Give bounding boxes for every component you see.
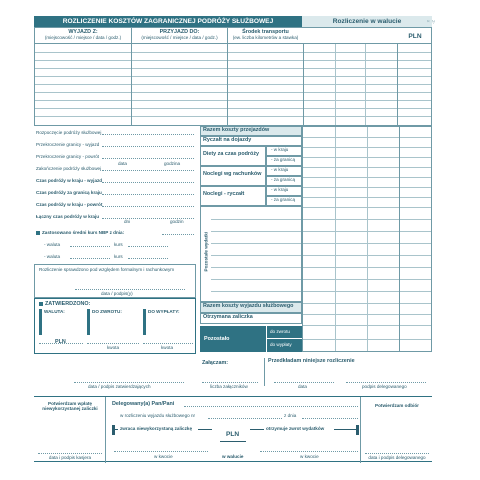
remaining-label: Pozostało	[200, 326, 266, 352]
checked-label: Rozliczenie sprawdzono pod względem formalnym i rachunkowym	[39, 267, 175, 272]
border-back-label: Przekroczenie granicy - powrót	[36, 154, 100, 159]
days-hint: dni	[124, 219, 131, 224]
approved-label: ZATWIERDZONO:	[39, 301, 90, 307]
delegate-signature-hint: podpis delegowanego	[362, 384, 407, 389]
amount-hint-1: kwota	[107, 345, 120, 350]
in-currency-hint: w walucie	[222, 454, 244, 459]
submit-date-hint: data	[298, 384, 307, 389]
received-refund-label: otrzymuje zwrot wydatków	[266, 426, 325, 431]
approver-signature-hint: data / podpis zatwierdzających	[88, 384, 151, 389]
hours-hint: godzin	[170, 219, 184, 224]
approved-pln: PLN	[55, 339, 66, 345]
approved-return-label: DO ZWROTU:	[92, 309, 122, 314]
diet-label: Diety za czas podróży	[200, 146, 266, 166]
delegate-sign-hint: data i podpis delegowanego	[368, 455, 426, 460]
delegate-label: Delegowany(a) Pan/Pani	[112, 401, 175, 407]
border-out-label: Przekroczenie granicy - wyjazd	[36, 142, 100, 147]
arrival-header: PRZYJAZD DO: (miejscowość / miejsce / data / godz.)	[131, 28, 227, 44]
form-title: ROZLICZENIE KOSZTÓW ZAGRANICZNEJ PODRÓŻY SŁUŻBOWEJ	[34, 16, 302, 27]
receipt-section	[34, 396, 432, 462]
commute-lump-label: Ryczałt na dojazdy	[200, 136, 302, 146]
remaining-payout: do wypłaty	[267, 339, 302, 352]
lump-in-country: - w kraju	[266, 186, 302, 196]
approved-box	[34, 298, 196, 354]
date-hint: data	[118, 161, 127, 166]
lodging-in-country: - w kraju	[266, 166, 302, 176]
confirm-receipt-cell	[360, 397, 432, 463]
currency-row-2: - waluta	[44, 254, 61, 259]
approved-currency-label: WALUTA:	[44, 309, 65, 314]
pln-header: PLN	[408, 33, 422, 40]
journey-table[interactable]	[34, 44, 432, 126]
attachments-label: Załączam:	[202, 360, 229, 366]
side-code: 2-x	[425, 20, 436, 25]
costs-table	[200, 126, 432, 358]
remaining-return: do zwrotu	[267, 326, 302, 338]
confirm-payment-cell	[34, 397, 106, 463]
checked-signature-hint: data / podpis(y)	[101, 291, 133, 296]
hour-hint: godzina	[164, 161, 181, 166]
travel-total-label: Razem koszty przejazdów	[200, 126, 302, 136]
column-headers	[34, 27, 432, 44]
returned-advance-label: zwraca niewykorzystaną zaliczkę	[120, 426, 193, 431]
attachments-block	[200, 360, 432, 390]
start-label: Rozpoczęcie podróży służbowej	[36, 130, 102, 135]
trip-times-block	[34, 130, 198, 250]
confirm-receipt-label: Potwierdzam odbiór	[375, 403, 419, 408]
diet-abroad: - za granicą	[266, 156, 302, 166]
time-home-back-label: Czas podróży w kraju - powrót	[36, 202, 103, 207]
departure-header: WYJAZD Z: (miejscowość / miejsce / data / godz.)	[44, 29, 122, 41]
trip-total-label: Razem koszty wyjazdu służbowego	[200, 302, 302, 313]
time-abroad-label: Czas podróży za granicą kraju	[36, 190, 102, 195]
rate-label-2: kurs	[114, 254, 123, 259]
time-home-out-label: Czas podróży w kraju - wyjazd	[36, 178, 103, 183]
other-expenses-cell	[200, 206, 302, 302]
lump-abroad: - za granicą	[266, 196, 302, 206]
bottom-pln: PLN	[226, 431, 240, 438]
lodging-lump-label: Noclegi - ryczałt	[200, 186, 266, 206]
attachments-count-hint: liczba załączników	[210, 384, 248, 389]
cashier-signature-hint: data i podpis kasjera	[48, 455, 92, 460]
advance-received-label: Otrzymana zaliczka	[200, 313, 302, 324]
checked-box	[34, 264, 196, 298]
submit-label: Przedkładam niniejsze rozliczenie	[264, 358, 432, 386]
currency-row-1: - waluta	[44, 242, 61, 247]
transport-header: Środek transportu (ew. liczba kilometrów a stawka)	[227, 28, 303, 44]
rate-label-1: kurs	[114, 242, 123, 247]
nbp-rate-label: Zastosowano średni kurs NBP z dnia:	[36, 230, 124, 235]
currency-settlement-header: Rozliczenie w walucie	[302, 16, 432, 27]
end-label: Zakończenie podróży służbowej	[36, 166, 102, 171]
costs-values[interactable]	[302, 126, 432, 352]
settlement-form	[34, 16, 436, 464]
confirm-payment-label: Potwierdzam wpłatę niewykorzystanej zaliczki	[42, 401, 98, 412]
in-amount-hint-2: w kwocie	[300, 454, 319, 459]
lodging-receipts-label: Noclegi wg rachunków	[200, 166, 266, 186]
of-date-label: z dnia	[284, 413, 297, 418]
in-amount-hint-1: w kwocie	[154, 454, 173, 459]
total-time-label: Łączny czas podróży w kraju	[36, 214, 100, 219]
diet-in-country: - w kraju	[266, 146, 302, 156]
settlement-from-label: w rozliczeniu wyjazdu służbowego nr	[120, 413, 196, 418]
approved-payout-label: DO WYPŁATY:	[148, 309, 180, 314]
lodging-abroad: - za granicą	[266, 176, 302, 186]
amount-hint-2: kwota	[161, 345, 174, 350]
other-expenses-label: Pozostałe wydatki	[203, 231, 209, 272]
